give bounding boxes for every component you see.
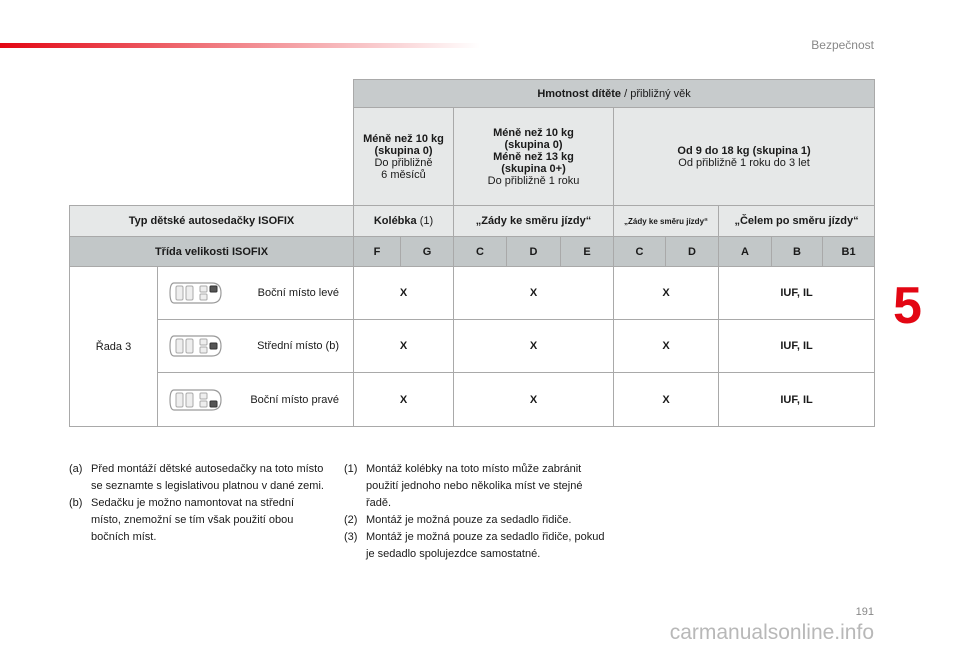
chapter-number: 5	[893, 277, 922, 335]
size-class: A	[719, 237, 772, 267]
seat-value: X	[354, 320, 454, 373]
seat-value: X	[354, 267, 454, 320]
row-label: Řada 3	[70, 267, 158, 427]
size-class: B	[772, 237, 823, 267]
seat-value: IUF, IL	[719, 320, 875, 373]
type-label: Typ dětské autosedačky ISOFIX	[70, 206, 354, 237]
seat-value: X	[614, 320, 719, 373]
size-class: F	[354, 237, 401, 267]
isofix-table	[69, 79, 875, 427]
type-rear-facing: „Zády ke směru jízdy“	[454, 206, 614, 237]
seat-label: Boční místo levé	[257, 287, 339, 299]
page-number: 191	[855, 606, 874, 618]
section-title: Bezpečnost	[811, 38, 874, 52]
type-bed: Kolébka (1)	[354, 206, 454, 237]
seat-value: X	[454, 320, 614, 373]
size-class: B1	[823, 237, 875, 267]
seat-left-icon	[168, 279, 224, 307]
seat-value: X	[454, 373, 614, 427]
notes-left	[69, 461, 327, 546]
size-class: D	[666, 237, 719, 267]
seat-label: Střední místo (b)	[257, 340, 339, 352]
group-cell: Méně než 10 kg (skupina 0) Méně než 13 kg (skupina 0+) Do přibližně 1 roku	[454, 108, 614, 206]
seat-value: X	[614, 373, 719, 427]
seat-cell	[158, 267, 354, 320]
size-class: E	[561, 237, 614, 267]
type-rear-facing-small: „Zády ke směru jízdy“	[614, 206, 719, 237]
size-class: C	[614, 237, 666, 267]
size-class: C	[454, 237, 507, 267]
seat-value: X	[354, 373, 454, 427]
group-cell: Méně než 10 kg (skupina 0) Do přibližně 6 měsíců	[354, 108, 454, 206]
notes-right	[344, 461, 606, 563]
size-class: D	[507, 237, 561, 267]
group-cell: Od 9 do 18 kg (skupina 1) Od přibližně 1 roku do 3 let	[614, 108, 875, 206]
seat-cell	[158, 320, 354, 373]
seat-value: IUF, IL	[719, 267, 875, 320]
seat-label: Boční místo pravé	[250, 393, 339, 406]
footnote: (b) Sedačku je možno namontovat na střední místo, znemožní se tím však použití obou bočních míst.	[69, 497, 295, 543]
footnote: (2) Montáž je možná pouze za sedadlo řidiče.	[344, 514, 572, 526]
size-class: G	[401, 237, 454, 267]
watermark: carmanualsonline.info	[669, 621, 874, 644]
weight-header: Hmotnost dítěte / přibližný věk	[354, 80, 875, 108]
seat-center-icon	[168, 332, 224, 360]
type-forward-facing: „Čelem po směru jízdy“	[719, 206, 875, 237]
footnote: (3) Montáž je možná pouze za sedadlo řidiče, pokud je sedadlo spolujezdce samostatné.	[344, 531, 605, 560]
seat-right-icon	[168, 386, 224, 414]
footnote: (1) Montáž kolébky na toto místo může zabránit použití jednoho nebo několika míst ve stejné řadě.	[344, 463, 583, 509]
seat-value: X	[454, 267, 614, 320]
blank-corner	[70, 80, 354, 206]
seat-value: X	[614, 267, 719, 320]
seat-cell	[158, 373, 354, 427]
red-accent-bar	[0, 43, 480, 48]
seat-value: IUF, IL	[719, 373, 875, 427]
footnote: (a) Před montáží dětské autosedačky na toto místo se seznamte s legislativou platnou v dané zemi.	[69, 463, 324, 492]
size-class-label: Třída velikosti ISOFIX	[70, 237, 354, 267]
